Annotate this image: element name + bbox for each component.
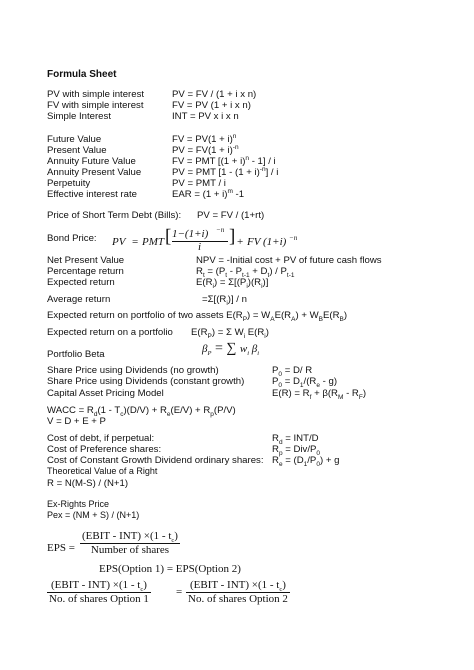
eps-lhs: EPS = [47, 542, 75, 554]
expected-return-formula: $E(R_i) = \Sigma[(P_i)(R_i)]$ [196, 277, 269, 290]
share-price-no-growth-label: Share Price using Dividends (no growth) [47, 365, 219, 376]
value-formula: V = D + E + P [47, 416, 106, 427]
eps-fraction: (EBIT - $INT) \times(1 - t_c)$ Number of shares [82, 530, 178, 556]
short-term-debt-label: Price of Short Term Debt (Bills): [47, 210, 182, 221]
npv-formula: NPV = -Initial cost + PV of future cash flows [196, 255, 382, 266]
eps-equality: EPS(Option 1) = EPS(Option 2) [99, 563, 241, 575]
cost-growth-label: Cost of Constant Growth Dividend ordinary shares: [47, 455, 264, 466]
cost-pref-formula: $R_p = Div/P_0$ [272, 444, 321, 457]
simple-formula: PV = FV / (1 + i x n) [172, 89, 257, 100]
compound-formula: PV = PMT / i [172, 178, 226, 189]
cost-pref-label: Cost of Preference shares: [47, 444, 162, 455]
compound-formula: FV = PMT $[(1 + i)^n - 1] / i$ [172, 154, 276, 167]
ex-rights-formula: Pex = (NM + S) / (N+1) [47, 510, 140, 520]
compound-formula: PV = PMT $[1 - (1 + i)^{-n}] / i$ [172, 165, 279, 178]
wacc-formula: WACC = $R_d(1 - T_c)(D/V) + R_e(E/V) + R_p(P/V)$ [47, 405, 236, 418]
compound-label: Effective interest rate [47, 189, 137, 200]
simple-label: FV with simple interest [47, 100, 144, 111]
compound-label: Annuity Future Value [47, 156, 136, 167]
portfolio-return-label: Expected return on a portfolio [47, 327, 173, 338]
percentage-return-formula: $R_t = (P_t - P_{t-1} + D_t) / P_{t-1}$ [196, 266, 295, 279]
share-price-growth-label: Share Price using Dividends (constant growth) [47, 376, 245, 387]
share-price-no-growth-formula: $P_0 = D/$ R [272, 365, 313, 378]
bond-price-label: Bond Price: [47, 233, 97, 244]
expected-return-label: Expected return [47, 277, 115, 288]
simple-formula: INT = PV x i x n [172, 111, 239, 122]
compound-formula: PV = $FV(1 + i)^{-n}$ [172, 143, 239, 156]
eps-option1-fraction: (EBIT - $INT) \times(1 - t_c)$ No. of shares Option 1 [49, 579, 149, 605]
npv-label: Net Present Value [47, 255, 125, 266]
share-price-growth-formula: $P_0 = D_1/(R_e - g)$ [272, 376, 338, 389]
compound-label: Annuity Present Value [47, 167, 142, 178]
eps-option2-fraction: (EBIT - $INT) \times(1 - t_c)$ No. of shares Option 2 [188, 579, 288, 605]
portfolio-return-formula: $E(R_P) = \Sigma$ $W_i$ $E(R_i)$ [191, 327, 269, 340]
portfolio-beta-label: Portfolio Beta [47, 349, 105, 360]
simple-label: PV with simple interest [47, 89, 145, 100]
capm-formula: $E(R) = R_f + \beta(R_M - R_F)$ [272, 388, 367, 401]
eps-options-equals: = [176, 586, 183, 598]
compound-formula: FV = $PV(1 + i)^n$ [172, 132, 237, 145]
portfolio-beta-formula: $\beta_P$ = ∑ $w_i$ $\beta_i$ [202, 341, 260, 358]
simple-label: Simple Interest [47, 111, 111, 122]
average-return-formula: $=\Sigma[(R_i)] / n$ [202, 294, 247, 307]
rights-formula: R = N(M-S) / (N+1) [47, 478, 129, 489]
page-title: Formula Sheet [47, 69, 117, 80]
cost-growth-formula: $R_e = (D_1/P_0) + g$ [272, 455, 340, 468]
compound-label: Future Value [47, 134, 102, 145]
average-return-label: Average return [47, 294, 111, 305]
ex-rights-title: Ex-Rights Price [47, 499, 110, 509]
cost-debt-formula: $R_d = INT/D$ [272, 433, 319, 446]
capm-label: Capital Asset Pricing Model [47, 388, 164, 399]
compound-label: Perpetuity [47, 178, 91, 189]
percentage-return-label: Percentage return [47, 266, 124, 277]
compound-formula: EAR = $(1 + i)^m$ -1 [172, 187, 245, 200]
rights-title: Theoretical Value of a Right [47, 466, 158, 476]
compound-label: Present Value [47, 145, 107, 156]
simple-formula: FV = PV (1 + i x n) [172, 100, 251, 111]
cost-debt-label: Cost of debt, if perpetual: [47, 433, 155, 444]
two-asset-return: Expected return on portfolio of two assets $E(R_P) = W_AE(R_A) + W_BE(R_B)$ [47, 310, 348, 323]
short-term-debt-formula: PV = FV / (1+rt) [197, 210, 265, 221]
